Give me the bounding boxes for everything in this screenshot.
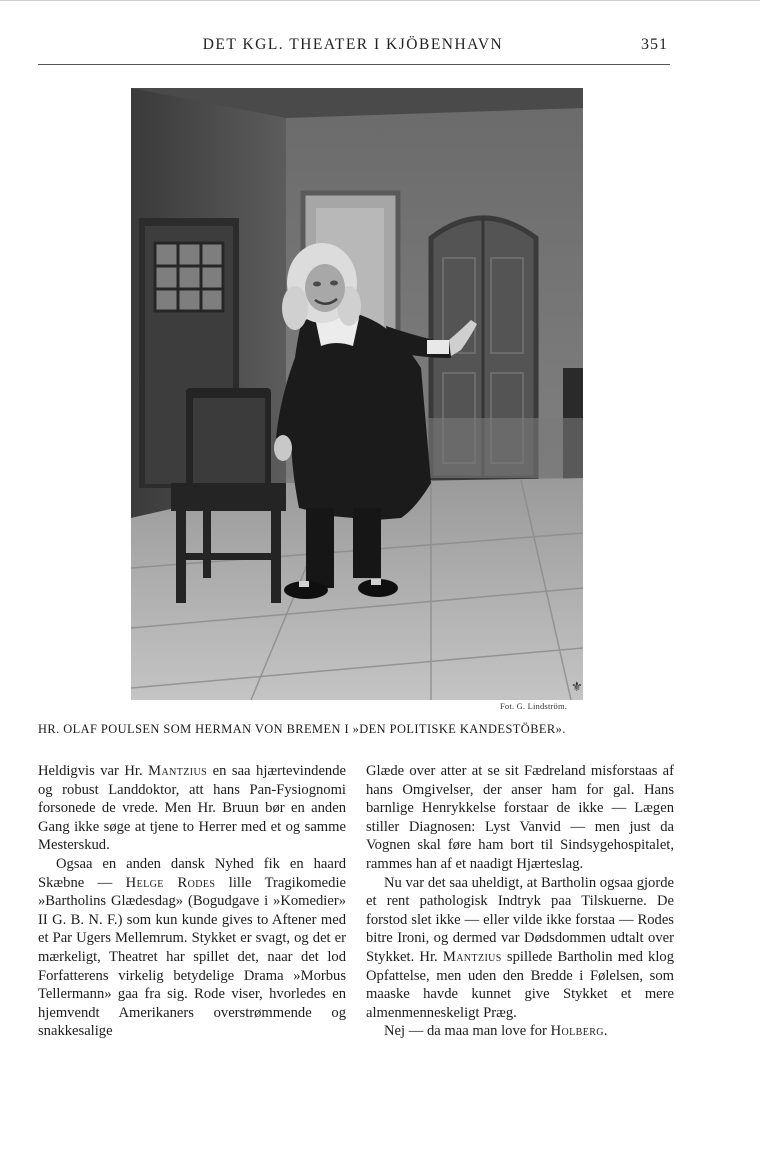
page-number: 351 xyxy=(641,36,668,53)
theatre-photograph xyxy=(131,88,583,700)
header-rule xyxy=(38,64,670,65)
svg-text:⚜: ⚜ xyxy=(571,680,583,695)
running-head xyxy=(38,36,668,62)
author-name: Helge Rodes xyxy=(125,874,216,891)
actor-name: Mantzius xyxy=(442,948,502,965)
text-column-right xyxy=(366,762,674,1041)
actor-name: Mantzius xyxy=(148,763,208,779)
running-title: DET KGL. THEATER I KJÖBENHAVN xyxy=(202,36,504,53)
photo-credit: Fot. G. Lindström. xyxy=(500,701,568,711)
top-border xyxy=(0,0,760,1)
paragraph: Nu var det saa uheldigt, at Bartholin ogsaa gjorde et rent pathologisk Indtryk paa Tilskuerne. De forstod slet ikke — eller vilde ikke forstaa — Rodes bitre Ironi, og dermed var Dødsdommen udtalt over Stykket. Hr. Mantzius spillede Bartholin med klog Opfattelse, men uden den Bredde i Følelsen, som maaske havde kunnet give Stykket et mere almenmenneskeligt Præg. xyxy=(366,874,674,1021)
text-column-left xyxy=(38,762,346,1041)
paragraph: Nej — da maa man love for Holberg. xyxy=(384,1023,608,1040)
figure-caption: HR. OLAF POULSEN SOM HERMAN VON BREMEN I »DEN POLITISKE KANDESTÖBER». xyxy=(38,722,566,736)
paragraph: Glæde over atter at se sit Fædreland misforstaas af hans Omgivelser, der anser ham for gal. Hans barnlige Henrykkelse forstaar de ikke — Lægen stiller Diagnosen: Lyst Vanvid — men just da Vognen skal føre ham bort til Sindsygehospitalet, rammes han af et naadigt Hjærteslag. xyxy=(366,763,674,872)
author-name: Holberg xyxy=(550,1023,604,1040)
paragraph: Heldigvis var Hr. Mantzius en saa hjærtevindende og robust Landdoktor, att hans Pan-Fysiognomi forsonede de vrede. Men Hr. Bruun bør en anden Gang ikke søge at tjene to Herrer med et og samme Mesterskud. xyxy=(38,763,347,854)
paragraph: Ogsaa en anden dansk Nyhed fik en haard Skæbne — Helge Rodes lille Tragikomedie »Bartholins Glædesdag» (Bogudgave i »Komedier» II G. B. N. F.) som kun kunde gives to Aftener med et Par Ugers Mellemrum. Stykket er svagt, og det er mærkeligt, Theatret har spillet det, naar det lod Forfatterens virkelig betydelige Drama »Morbus Tellermann» gaa fra sig. Rode viser, hvorledes en hjemvendt Amerikaners overstrømmende og snakkesalige xyxy=(38,855,346,1040)
